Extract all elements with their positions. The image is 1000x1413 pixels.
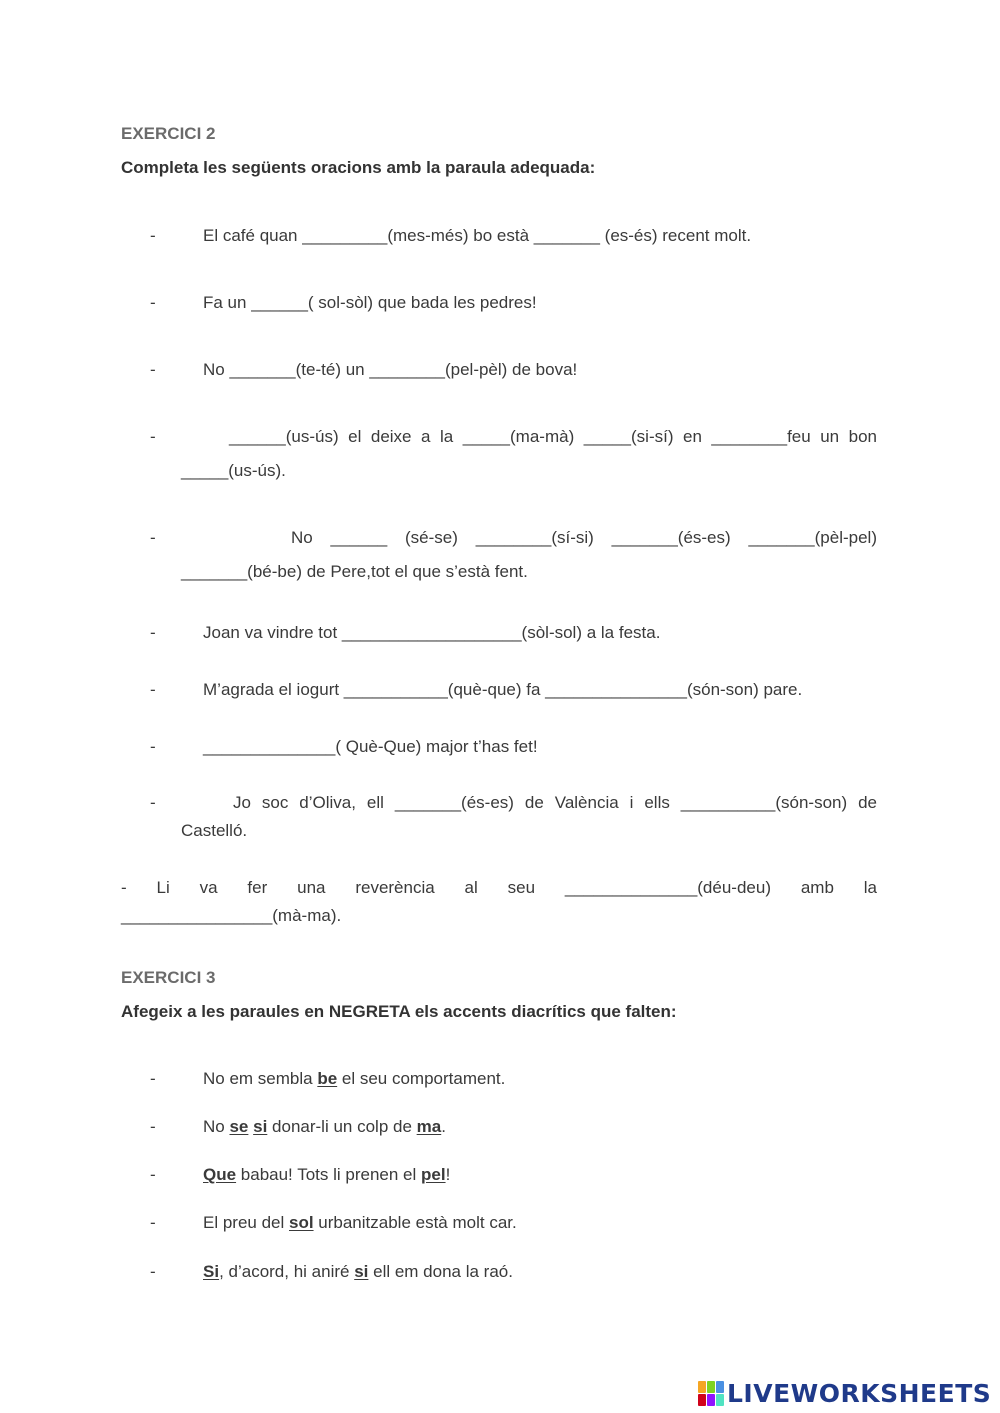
list-dash: - xyxy=(150,680,156,699)
logo-mark-icon xyxy=(698,1381,724,1406)
item-text: , d’acord, hi aniré xyxy=(219,1262,355,1281)
sentence-9-line-1: Jo soc d’Oliva, ell _______(és-es) de València i ells __________(són-son) de xyxy=(233,793,877,812)
list-dash: - xyxy=(150,1165,156,1184)
item-text: . xyxy=(441,1117,446,1136)
item-1 xyxy=(203,1069,505,1089)
logo-text: LIVEWORKSHEETS xyxy=(727,1378,992,1408)
item-text: ! xyxy=(445,1165,451,1184)
bold-keyword: si xyxy=(354,1262,369,1281)
sentence-7: M’agrada el iogurt ___________(què-que) fa _______________(són-son) pare. xyxy=(203,680,803,699)
item-4 xyxy=(203,1213,517,1233)
bold-keyword: Si xyxy=(203,1262,220,1281)
sentence-6: Joan va vindre tot ___________________(sòl-sol) a la festa. xyxy=(203,623,661,642)
sentence-8: ______________( Què-Que) major t’has fet! xyxy=(203,737,538,756)
sentence-10-line-1: - Li va fer una reverència al seu ______________(déu-deu) amb la xyxy=(121,878,877,897)
item-text: ell em dona la raó. xyxy=(368,1262,513,1281)
bold-keyword: sol xyxy=(289,1213,314,1232)
item-text: donar-li un colp de xyxy=(267,1117,417,1136)
sentence-5-line-2: _______(bé-be) de Pere,tot el que s’està fent. xyxy=(181,562,528,581)
item-5 xyxy=(203,1262,513,1282)
exercise-3-heading: EXERCICI 3 xyxy=(121,968,216,987)
sentence-5-line-1: No ______ (sé-se) ________(sí-si) _______(és-es) _______(pèl-pel) xyxy=(291,528,877,547)
bold-keyword: ma xyxy=(416,1117,442,1136)
list-dash: - xyxy=(150,293,156,312)
item-text: No em sembla xyxy=(203,1069,318,1088)
item-text: urbanitzable està molt car. xyxy=(313,1213,517,1232)
exercise-3-instruction: Afegeix a les paraules en NEGRETA els accents diacrítics que falten: xyxy=(121,1002,677,1021)
sentence-9-line-2: Castelló. xyxy=(181,821,248,840)
list-dash: - xyxy=(150,360,156,379)
sentence-4-line-1: ______(us-ús) el deixe a la _____(ma-mà) _____(si-sí) en ________feu un bon xyxy=(229,427,877,446)
list-dash: - xyxy=(150,737,156,756)
bold-keyword: si xyxy=(253,1117,268,1136)
item-text: el seu comportament. xyxy=(337,1069,506,1088)
list-dash: - xyxy=(150,793,156,812)
item-text: El preu del xyxy=(203,1213,289,1232)
list-dash: - xyxy=(150,1213,156,1232)
sentence-3: No _______(te-té) un ________(pel-pèl) de bova! xyxy=(203,360,578,379)
liveworksheets-logo[interactable] xyxy=(698,1378,998,1408)
bold-keyword: pel xyxy=(421,1165,446,1184)
list-dash: - xyxy=(150,226,156,245)
item-3 xyxy=(203,1165,450,1185)
exercise-2-instruction: Completa les següents oracions amb la paraula adequada: xyxy=(121,158,596,177)
list-dash: - xyxy=(150,1262,156,1281)
sentence-2: Fa un ______( sol-sòl) que bada les pedres! xyxy=(203,293,537,312)
sentence-4-line-2: _____(us-ús). xyxy=(181,461,286,480)
item-text: No xyxy=(203,1117,230,1136)
list-dash: - xyxy=(150,1069,156,1088)
list-dash: - xyxy=(150,427,156,446)
list-dash: - xyxy=(150,1117,156,1136)
exercise-2-heading: EXERCICI 2 xyxy=(121,124,216,143)
bold-keyword: se xyxy=(229,1117,249,1136)
list-dash: - xyxy=(150,623,156,642)
bold-keyword: be xyxy=(317,1069,338,1088)
bold-keyword: Que xyxy=(203,1165,237,1184)
sentence-1: El café quan _________(mes-més) bo està _______ (es-és) recent molt. xyxy=(203,226,752,245)
item-2 xyxy=(203,1117,446,1137)
sentence-10-line-2: ________________(mà-ma). xyxy=(121,906,342,925)
list-dash: - xyxy=(150,528,156,547)
item-text: babau! Tots li prenen el xyxy=(236,1165,421,1184)
